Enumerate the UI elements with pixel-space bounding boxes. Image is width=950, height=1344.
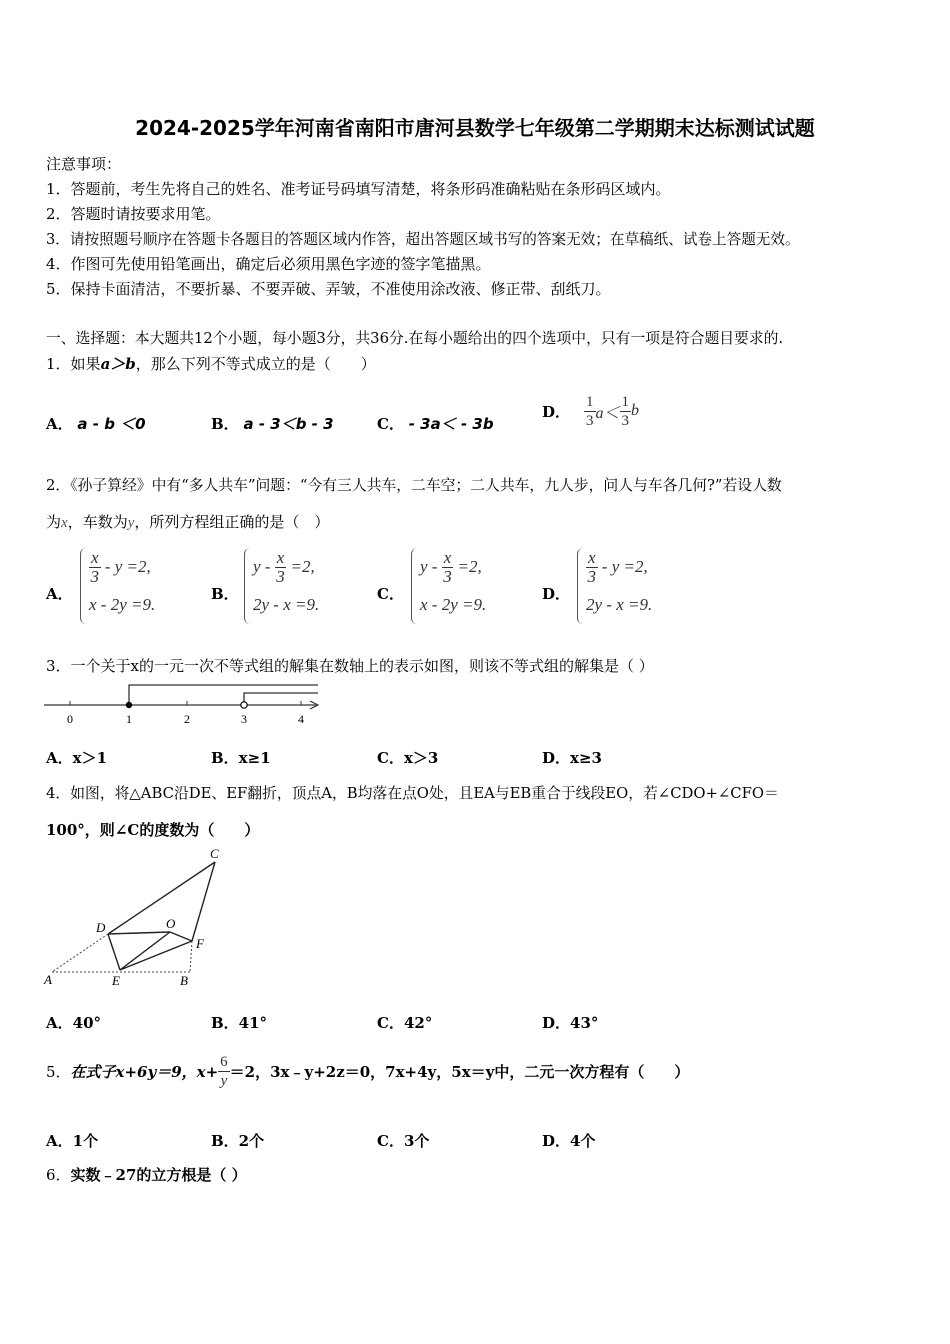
question-2 bbox=[46, 474, 782, 495]
q2-system-d: $\frac{x}{3}$ - y =2, 2y - x =9. bbox=[577, 548, 652, 624]
tick-label: 2 bbox=[184, 712, 190, 726]
q5-option-c[interactable]: C．3个 bbox=[377, 1132, 430, 1150]
segment-CF bbox=[192, 862, 215, 941]
question-2-line2: 为x，车数为y，所列方程组正确的是（ ） bbox=[46, 513, 330, 531]
tick-label: 4 bbox=[298, 712, 304, 726]
label-D: D bbox=[96, 920, 106, 935]
q2-option-c[interactable]: C． bbox=[377, 585, 404, 603]
question-5: 5． 在式子x+6y＝9，x+ $\frac{6}{y}$ ＝2，3x﹣y+2z＝0，7x+4y，5x＝y中，二元一次方程有（ ） bbox=[46, 1053, 690, 1089]
label-A: A bbox=[44, 972, 52, 987]
question-number: 2． bbox=[46, 477, 71, 494]
label-B: B bbox=[180, 973, 188, 988]
solid-point bbox=[126, 702, 132, 708]
question-4-line2: 100°，则∠C的度数为（ ） bbox=[46, 821, 260, 839]
triangle-figure bbox=[40, 842, 240, 992]
q3-option-d[interactable]: D．x≥3 bbox=[542, 749, 602, 767]
q2-option-b[interactable]: B． bbox=[211, 585, 239, 603]
question-4 bbox=[46, 782, 779, 803]
segment-OF bbox=[170, 932, 192, 941]
number-line bbox=[44, 682, 324, 726]
segment-AD-dashed bbox=[52, 934, 108, 972]
notice-item: 1．答题前，考生先将自己的姓名、准考证号码填写清楚，将条形码准确粘贴在条形码区域内。 bbox=[46, 180, 671, 198]
question-number: 3． bbox=[46, 657, 71, 675]
q4-option-c[interactable]: C．42° bbox=[377, 1014, 433, 1032]
segment-CD bbox=[108, 862, 215, 934]
question-text: 《孙子算经》中有“多人共车”问题：“今有三人共车，二车空；二人共车，九人步，问人与车各几何?”若设人数 bbox=[70, 477, 782, 494]
tick-label: 1 bbox=[126, 712, 132, 726]
q2-option-d[interactable]: D． bbox=[542, 585, 571, 603]
section-heading: 一、选择题：本大题共12个小题，每小题3分，共36分.在每小题给出的四个选项中，只有一项是符合题目要求的. bbox=[46, 330, 784, 347]
question-number: 5． bbox=[46, 1062, 71, 1081]
segment-DO bbox=[108, 932, 170, 934]
label-C: C bbox=[210, 846, 219, 861]
q2-option-a[interactable]: A． bbox=[46, 585, 73, 603]
segment-DE bbox=[108, 934, 120, 970]
question-3 bbox=[46, 655, 654, 676]
q5-option-d[interactable]: D．4个 bbox=[542, 1132, 596, 1150]
q4-option-b[interactable]: B．41° bbox=[211, 1014, 268, 1032]
segment-EO bbox=[120, 932, 170, 970]
question-1 bbox=[46, 353, 376, 374]
solution-ray-2 bbox=[244, 693, 318, 705]
label-O: O bbox=[166, 916, 176, 931]
q2-system-b: y - $\frac{x}{3}$ =2, 2y - x =9. bbox=[244, 548, 319, 624]
tick-label: 0 bbox=[67, 712, 73, 726]
question-text: 实数﹣27的立方根是（ ） bbox=[70, 1166, 247, 1184]
solution-ray-1 bbox=[129, 685, 318, 705]
notice-item: 4．作图可先使用铅笔画出，确定后必须用黑色字迹的签字笔描黑。 bbox=[46, 255, 491, 273]
notice-item: 3．请按照题号顺序在答题卡各题目的答题区域内作答，超出答题区域书写的答案无效；在草稿纸、试卷上答题无效。 bbox=[46, 231, 800, 248]
question-text: 如果 bbox=[70, 355, 101, 373]
tick-label: 3 bbox=[241, 712, 247, 726]
question-text: 如图，将△ABC沿DE、EF翻折，顶点A，B均落在点O处，且EA与EB重合于线段EO，若∠CDO+∠CFO＝ bbox=[70, 785, 779, 802]
q5-option-b[interactable]: B．2个 bbox=[211, 1132, 265, 1150]
page-title: 2024-2025学年河南省南阳市唐河县数学七年级第二学期期末达标测试试题 bbox=[135, 116, 815, 140]
question-number: 4． bbox=[46, 785, 71, 802]
q1-option-c[interactable]: C． - 3a＜ - 3b bbox=[377, 415, 494, 433]
q2-system-a: $\frac{x}{3}$ - y =2, x - 2y =9. bbox=[80, 548, 155, 624]
label-E: E bbox=[112, 973, 120, 988]
q1-option-d[interactable]: D． $\frac{1}{3}$ a＜ $\frac{1}{3}$ b bbox=[542, 393, 640, 429]
q3-option-b[interactable]: B．x≥1 bbox=[211, 749, 271, 767]
label-F: F bbox=[196, 936, 204, 951]
question-number: 6． bbox=[46, 1166, 71, 1184]
segment-EF bbox=[120, 941, 192, 970]
question-number: 1． bbox=[46, 355, 71, 373]
q4-option-a[interactable]: A．40° bbox=[46, 1014, 102, 1032]
q1-option-b[interactable]: B． a - 3＜b - 3 bbox=[211, 415, 334, 433]
notice-item: 5．保持卡面清洁，不要折暴、不要弄破、弄皱，不准使用涂改液、修正带、刮纸刀。 bbox=[46, 280, 611, 298]
question-condition: a＞b bbox=[100, 355, 136, 373]
q3-option-a[interactable]: A．x＞1 bbox=[46, 749, 108, 767]
notice-heading: 注意事项： bbox=[46, 155, 122, 173]
q2-system-c: y - $\frac{x}{3}$ =2, x - 2y =9. bbox=[411, 548, 486, 624]
hollow-point bbox=[241, 702, 247, 708]
q1-option-a[interactable]: A． a - b ＜0 bbox=[46, 415, 146, 433]
question-text: 一个关于x的一元一次不等式组的解集在数轴上的表示如图，则该不等式组的解集是（ ） bbox=[70, 657, 654, 675]
question-text: ，那么下列不等式成立的是（ ） bbox=[135, 355, 376, 373]
segment-FB-dashed bbox=[190, 941, 192, 972]
q4-option-d[interactable]: D．43° bbox=[542, 1014, 599, 1032]
q3-option-c[interactable]: C．x＞3 bbox=[377, 749, 439, 767]
notice-item: 2．答题时请按要求用笔。 bbox=[46, 205, 221, 223]
question-6 bbox=[46, 1164, 247, 1185]
q5-option-a[interactable]: A．1个 bbox=[46, 1132, 99, 1150]
